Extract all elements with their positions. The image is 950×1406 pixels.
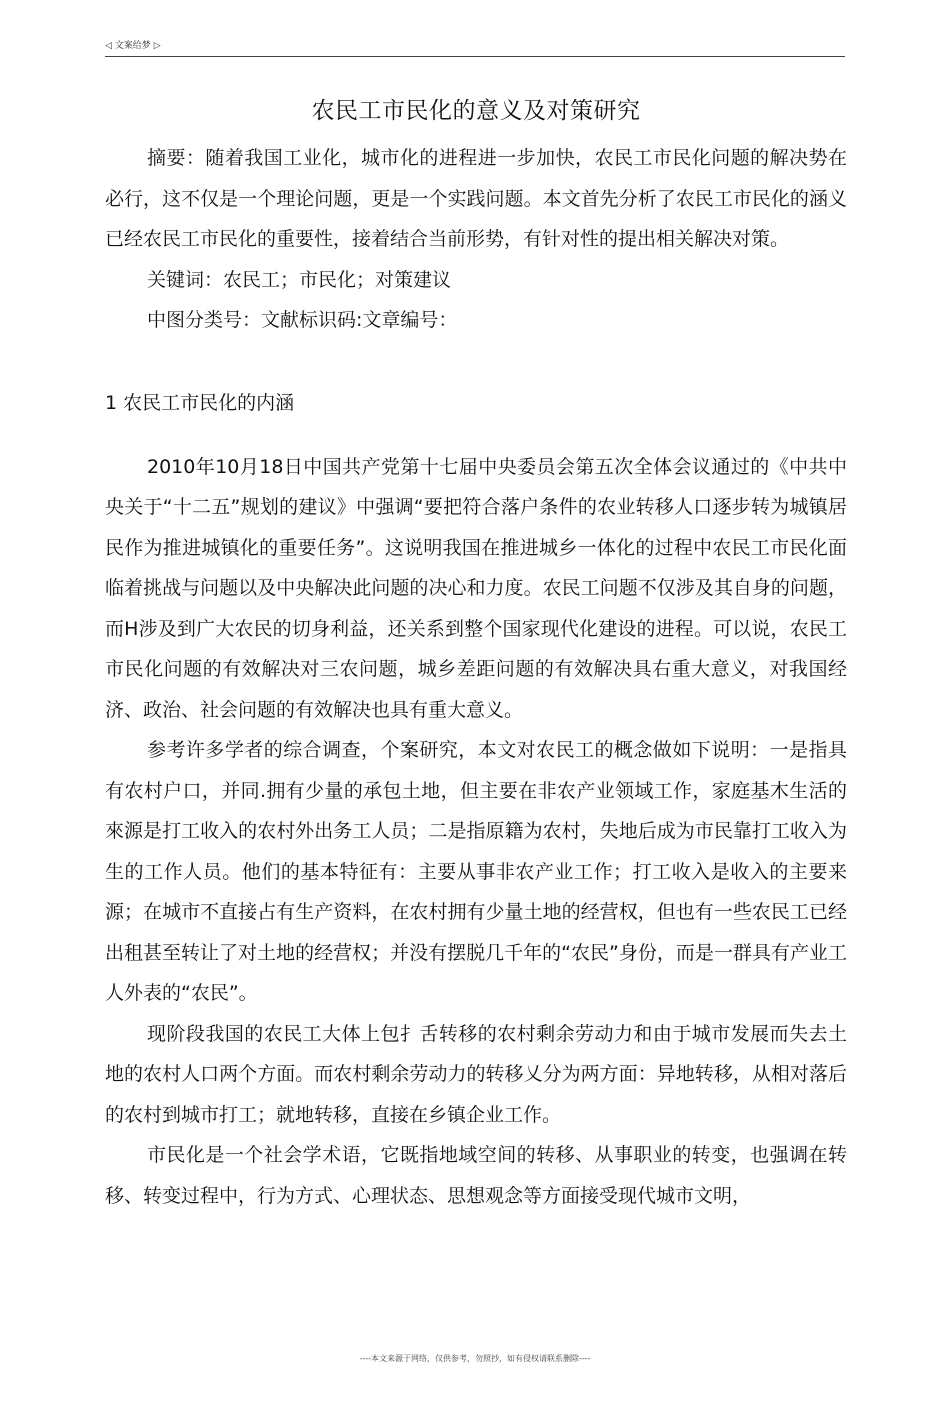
document-title: 农民工市民化的意义及对策研究: [311, 98, 641, 124]
keywords-line: 关键词：农民工；市民化；对策建议: [147, 268, 452, 291]
abstract-paragraph: 摘要：随着我国工业化，城市化的进程进一步加快，农民工市民化问题的解决势在必行，这不仅是一个理论问题，更是一个实践问题。本文首先分析了农民工市民化的涵义已经农民工市民化的重要性，接着结合当前形势，有针对性的提出相关解决对策。: [105, 147, 847, 250]
right-triangle-icon: ▷: [153, 41, 161, 51]
body-paragraph: 2010年10月18日中国共产党第十七届中央委员会第五次全体会议通过的《中共中央关于“十二五”规划的建议》中强调“要把符合落户条件的农业转移人口逐步转为城镇居民作为推进城镇化的重要任务”。这说明我国在推进城乡一体化的过程中农民工市民化面临着挑战与问题以及中央解决此问题的决心和力度。农民工问题不仅涉及其自身的问题，而H涉及到广大农民的切身利益，还关系到整个国家现代化建设的进程。可以说，农民工市民化问题的有效解决对三农问题，城乡差距问题的有效解决具右重大意义，对我国经济、政治、社会问题的有效解决也具有重大意义。: [105, 455, 847, 721]
left-triangle-icon: ◁: [105, 41, 112, 51]
page-header: [105, 38, 845, 57]
spacer: [105, 423, 847, 447]
document-body: [105, 95, 847, 1216]
spacer: [105, 341, 847, 383]
classification-line: 中图分类号：文献标识码:文章编号：: [147, 309, 458, 331]
body-paragraph: 参考许多学者的综合调查，个案研究，本文对农民工的概念做如下说明：一是指具有农村户口，并同.拥有少量的承包土地，但主要在非农产业领域工作，家庭基木生活的來源是打工收入的农村外出务工人员；二是指原籍为农村，失地后成为市民靠打工收入为生的工作人员。他们的基本特征有：主要从事非农产业工作；打工收入是收入的主要来源；在城市不直接占有生产资料，在农村拥有少量土地的经营权，但也有一些农民工已经出租甚至转让了对土地的经营权；并没有摆脱几千年的“农民”身份，而是一群具有产业工人外表的“农民”。: [105, 739, 847, 1004]
page-footer-notice: ----本文来源于网络，仅供参考，勿照抄，如有侵权请联系删除----: [359, 1354, 591, 1363]
body-paragraph: 市民化是一个社会学术语，它既指地域空间的转移、从事职业的转变，也强调在转移、转变过程中，行为方式、心理状态、思想观念等方面接受现代城市文明，: [105, 1144, 847, 1207]
body-paragraph: 现阶段我国的农民工大体上包扌舌转移的农村剩余劳动力和由于城市发展而失去土地的农村人口两个方面。而农村剩余劳动力的转移乂分为两方面：异地转移，从相对落后的农村到城市打工；就地转移，直接在乡镇企业工作。: [105, 1022, 847, 1126]
section-heading: 1 农民工市民化的内涵: [105, 391, 295, 414]
header-label: 文案给梦: [114, 41, 151, 51]
